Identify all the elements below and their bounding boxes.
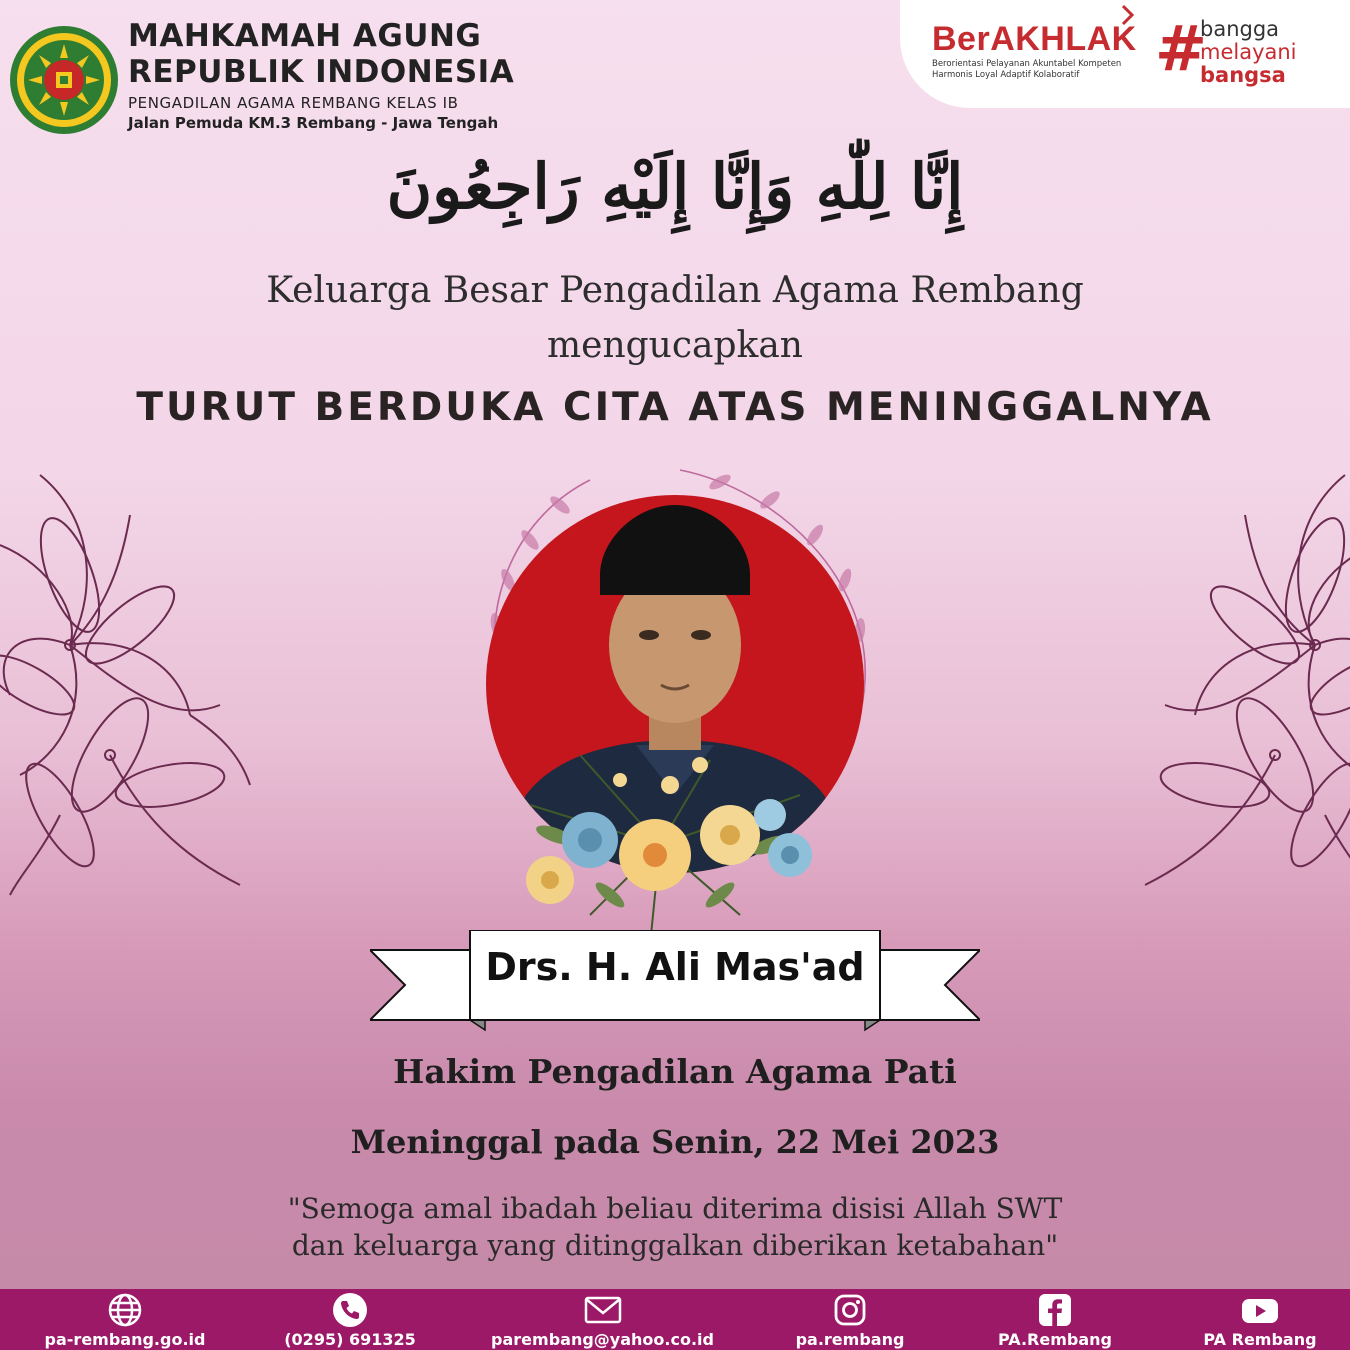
berakhlak-logo <box>932 20 1137 81</box>
deceased-name: Drs. H. Ali Mas'ad <box>485 945 865 989</box>
melayani-word: melayani <box>1200 40 1297 64</box>
facebook-label: PA.Rembang <box>998 1330 1112 1349</box>
footer-youtube[interactable] <box>1190 1289 1330 1350</box>
prayer-line-2: dan keluarga yang ditinggalkan diberikan ketabahan" <box>291 1229 1059 1262</box>
contact-footer <box>0 1289 1350 1350</box>
bangga-melayani-logo <box>1200 18 1297 87</box>
footer-email[interactable] <box>490 1289 715 1350</box>
deceased-position: Hakim Pengadilan Agama Pati <box>393 1052 957 1091</box>
court-seal-logo <box>8 10 120 148</box>
prayer-text <box>0 1190 1350 1264</box>
berakhlak-title: BerAKHLAK <box>932 20 1137 58</box>
phone-icon <box>332 1292 368 1328</box>
footer-facebook[interactable] <box>985 1289 1125 1350</box>
globe-icon <box>107 1292 143 1328</box>
floral-decoration-left-icon <box>0 455 260 905</box>
chevron-right-icon <box>1120 4 1136 26</box>
institution-name-line2: REPUBLIK INDONESIA <box>128 54 515 90</box>
phone-label: (0295) 691325 <box>284 1330 416 1349</box>
flower-bouquet-icon <box>470 745 850 955</box>
date-of-death: Meninggal pada Senin, 22 Mei 2023 <box>350 1123 1000 1161</box>
family-line: Keluarga Besar Pengadilan Agama Rembang <box>266 270 1084 311</box>
instagram-icon <box>832 1292 868 1328</box>
footer-instagram[interactable] <box>780 1289 920 1350</box>
youtube-icon <box>1240 1292 1280 1328</box>
bangsa-word: bangsa <box>1200 63 1286 87</box>
berakhlak-tagline-2: Harmonis Loyal Adaptif Kolaboratif <box>932 70 1080 80</box>
headline: TURUT BERDUKA CITA ATAS MENINGGALNYA <box>136 385 1214 430</box>
footer-phone[interactable] <box>275 1289 425 1350</box>
berakhlak-tagline-1: Berorientasi Pelayanan Akuntabel Kompeten <box>932 59 1122 69</box>
institution-block <box>128 18 514 132</box>
badge-panel <box>900 0 1350 108</box>
youtube-label: PA Rembang <box>1203 1330 1317 1349</box>
instagram-label: pa.rembang <box>795 1330 905 1349</box>
court-address: Jalan Pemuda KM.3 Rembang - Jawa Tengah <box>128 114 499 132</box>
footer-website[interactable] <box>40 1289 210 1350</box>
hashtag-mark: # <box>1155 12 1207 85</box>
floral-decoration-right-icon <box>1125 455 1350 905</box>
prayer-line-1: "Semoga amal ibadah beliau diterima disisi Allah SWT <box>287 1192 1063 1225</box>
website-label: pa-rembang.go.id <box>44 1330 206 1349</box>
institution-name-line1: MAHKAMAH AGUNG <box>128 18 482 54</box>
arabic-calligraphy: إِنَّا لِلّٰهِ وَإِنَّا إِلَيْهِ رَاجِعُونَ <box>386 150 964 223</box>
mail-icon <box>583 1292 623 1328</box>
mengucapkan-line: mengucapkan <box>547 325 803 366</box>
court-name: PENGADILAN AGAMA REMBANG KELAS IB <box>128 94 459 112</box>
email-label: parembang@yahoo.co.id <box>491 1330 714 1349</box>
bangga-word: bangga <box>1200 17 1280 41</box>
facebook-icon <box>1037 1292 1073 1328</box>
